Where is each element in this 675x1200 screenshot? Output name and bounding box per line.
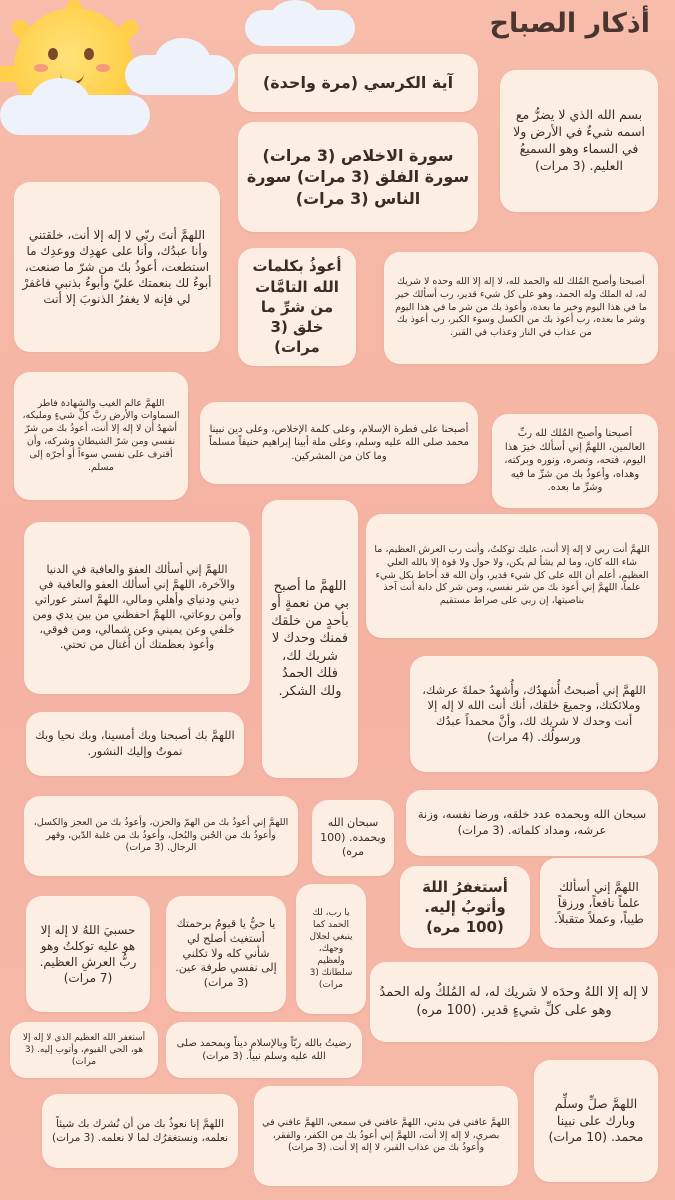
card-subhan-100: سبحان الله وبحمده. (100 مره) [312, 800, 394, 876]
card-asbahna-rabb: أصبحنا وأصبح المُلك لله ربِّ العالمين، اللهمَّ إني أسألك خيرَ هذا اليوم، فتحه، ونصره، ونوره وبركته، وهداه، وأعوذُ بك من شرِّ ما فيه وشرِّ ما بعده. [492, 414, 658, 508]
card-tahlil-100: لا إله إلا اللهُ وحدَه لا شريك له، له المُلكُ وله الحمدُ وهو على كلِّ شيءٍ قدير. (100 مره) [370, 962, 658, 1042]
card-ya-hayy: يا حيُّ يا قيومُ برحمتك أستغيث أصلح لي شأني كله ولا تكلني إلى نفسي طرفة عين. (3 مرات) [166, 896, 286, 1012]
card-bismillah: بسم الله الذي لا يضرُّ مع اسمه شيءٌ في الأرض ولا في السماء وهو السميعُ العليم. (3 مرات) [500, 70, 658, 212]
card-ma-asbaha: اللهمَّ ما أصبح بي من نعمةٍ أو بأحدٍ من خلقك فمنك وحدك لا شريك لك، فلك الحمدُ ولك الشكر. [262, 500, 358, 778]
card-ashhaduk: اللهمَّ إني أصبحتُ أُشهدُك، وأُشهدُ حملةَ عرشك، وملائكتك، وجميعَ خلقك، أنك أنت الله لا إله إلا أنت وحدك لا شريك لك، وأنَّ محمداً عبدُك ورسولُك. (4 مرات) [410, 656, 658, 772]
card-quls: سورة الاخلاص (3 مرات) سورة الفلق (3 مرات) سورة الناس (3 مرات) [238, 122, 478, 232]
card-kalimat: أعوذُ بكلمات الله التامَّات من شرِّ ما خلق (3 مرات) [238, 248, 356, 366]
card-radeet: رضيتُ بالله ربّاً وبالإسلام ديناً وبمحمد صلى الله عليه وسلم نبياً. (3 مرات) [166, 1022, 362, 1078]
card-sayyid-istighfar: اللهمَّ أنتَ ربّي لا إله إلا أنت، خلقتني وأنا عبدُك، وأنا على عهدِك ووعدِك ما استطعت، أعوذُ بك من شرّ ما صنعت، أبوءُ لك بنعمتك عليّ وأبوءُ بذنبي فاغفرْ لي فإنه لا يغفرُ الذنوبَ إلا أنت [14, 182, 220, 352]
card-salli: اللهمَّ صلِّ وسلِّم وبارك على نبينا محمد. (10 مرات) [534, 1060, 658, 1182]
card-hamm: اللهمَّ إني أعوذُ بك من الهمّ والحزن، وأعوذُ بك من العجز والكسل، وأعوذُ بك من الجُبن والبُخل، وأعوذُ بك من غلبة الدّين، وقهر الرجال. (3 مرات) [24, 796, 298, 876]
card-ya-rabb: يا رب، لك الحمد كما ينبغي لجلال وجهك، ولعظيم سلطانك (3 مرات) [296, 884, 366, 1014]
card-fitra: أصبحنا على فطرة الإسلام، وعلى كلمة الإخلاص، وعلى دين نبينا محمد صلى الله عليه وسلم، وعلى ملة أبينا إبراهيم حنيفاً مسلماً وما كان من المشركين. [200, 402, 478, 484]
card-hasbi: حسبيَ اللهُ لا إله إلا هو عليه توكلتُ وهو ربُّ العرشِ العظيم. (7 مرات) [26, 896, 150, 1012]
card-istighfar-azim: أستغفر الله العظيم الذي لا إله إلا هو، الحي القيوم، وأتوب إليه. (3 مرات) [10, 1022, 158, 1078]
card-afw: اللهمَّ إني أسألك العفوَ والعافية في الدنيا والآخرة، اللهمَّ إني أسألك العفو والعافية في ديني ودنياي وأهلي ومالي، اللهمَّ استر عوراتي وآمن روعاتي، اللهمَّ احفظني من بين يدي ومن خلفي وعن يميني وعن شمالي، ومن فوقي، وأعوذ بعظمتك أن أُغتال من تحتي. [24, 522, 250, 694]
card-istighfar-100: أستغفرُ اللهَ وأتوبُ إليه. (100 مره) [400, 866, 530, 948]
card-ayat-kursi: آية الكرسي (مرة واحدة) [238, 54, 478, 112]
card-aafini: اللهمَّ عافني في بدني، اللهمَّ عافني في سمعي، اللهمَّ عافني في بصري، لا إله إلا أنت، اللهمَّ إني أعوذُ بك من الكفر، والفقر، وأعوذُ بك من عذاب القبر، لا إله إلا أنت. (3 مرات) [254, 1086, 518, 1186]
card-nushrik: اللهمَّ إنا نعوذُ بك من أن نُشرك بك شيئاً نعلمه، ونستغفرُك لما لا نعلمه. (3 مرات) [42, 1094, 238, 1168]
card-alim-ghayb: اللهمَّ عالم الغيب والشهادة فاطر السماوات والأرض ربَّ كلِّ شيءٍ ومليكه، أشهدُ أن لا إله إلا أنت، أعوذُ بك من شرّ نفسي ومن شرّ الشيطان وشركه، وأن أقترف على نفسي سوءاً أو أجرّه إلى مسلم. [14, 372, 188, 500]
page-title: أذكار الصباح [489, 8, 650, 39]
card-bika-asbahna: اللهمَّ بك أصبحنا وبك أمسينا، وبك نحيا وبك نموتُ وإليك النشور. [26, 712, 244, 776]
card-tawakkalt: اللهمَّ أنت ربي لا إله إلا أنت، عليك توكلتُ، وأنت رب العرش العظيم، ما شاء الله كان، وما لم يشأ لم يكن، ولا حول ولا قوة إلا بالله العلي العظيم، أعلم أن الله على كل شيء قدير، وأن الله قد أحاط بكل شيء علماً، اللهمَّ إني أعوذ بك من شر نفسي، ومن شر كل دابة أنت آخذ بناصيتها، إن ربي على صراط مستقيم [366, 514, 658, 638]
card-ilman: اللهمَّ إني أسألك علماً نافعاً، ورزقاً طيباً، وعملاً متقبلاً. [540, 858, 658, 948]
card-subhan-adad: سبحان الله وبحمده عدد خلقه، ورضا نفسه، وزنة عرشه، ومداد كلماته. (3 مرات) [406, 790, 658, 856]
card-asbahna-hamd: أصبحنا وأصبح المُلك لله والحمد لله، لا إله إلا الله وحده لا شريك له، له الملك وله الحمد، وهو على كل شيء قدير، رب أسألك خير ما في هذا اليوم وخير ما بعده، وأعوذ بك من شر ما في هذا اليوم وشر ما بعده، رب أعوذ بك من الكسل وسوء الكبر، رب أعوذ بك من عذاب في النار وعذاب في القبر. [384, 252, 658, 364]
